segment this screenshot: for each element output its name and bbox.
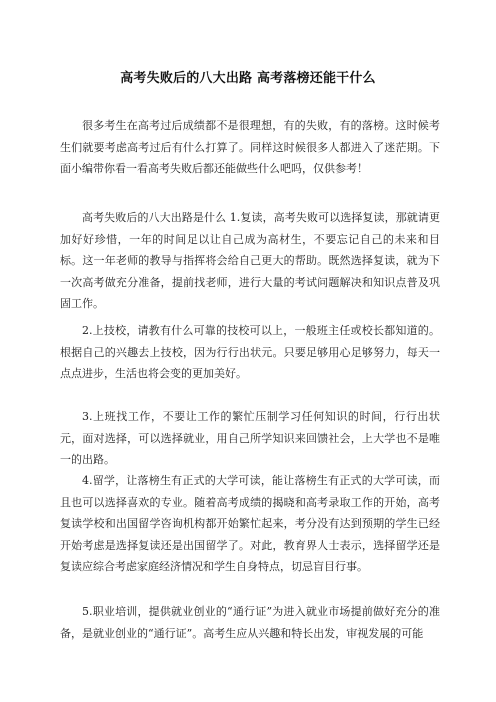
page-title: 高考失败后的八大出路 高考落榜还能干什么 (120, 71, 376, 86)
intro-paragraph: 很多考生在高考过后成绩都不是很理想，有的失败，有的落榜。这时候考生们就要考虑高考过后有什么打算了。同样这时候很多人都进入了迷茫期。下面小编带你看一看高考失败后都还能做些什么吧吗，仅供参考！ (60, 119, 440, 175)
paragraph-option-5-vocational-training: 5.职业培训，提供就业创业的“通行证”为进入就业市场提前做好充分的准备，是就业创业的“通行证”。高考生应从兴趣和特长出发，审视发展的可能 (60, 605, 440, 640)
paragraph-option-1-repeat: 高考失败后的八大出路是什么 1.复读，高考失败可以选择复读，那就请更加好好珍惜，一年的时间足以让自己成为高材生，不要忘记自己的未来和目标。这一年老师的教导与指挥将会给自己更大的帮助。既然选择复读，就为下一次高考做充分准备，提前找老师，进行大量的考试问题解决和知识点普及巩固工作。 (60, 211, 440, 310)
paragraph-option-3-find-job: 3.上班找工作，不要让工作的繁忙压制学习任何知识的时间，行行出状元，面对选择，可以选择就业，用自己所学知识来回馈社会，上大学也不是唯一的出路。 (60, 410, 440, 466)
paragraph-option-4-study-abroad: 4.留学，让落榜生有正式的大学可读，能让落榜生有正式的大学可读，而且也可以选择喜欢的专业。随着高考成绩的揭晓和高考录取工作的开始，高考复读学校和出国留学咨询机构都开始繁忙起来，考分没有达到预期的学生已经开始考虑是选择复读还是出国留学了。对此，教育界人士表示，选择留学还是复读应综合考虑家庭经济情况和学生自身特点，切忌盲目行事。 (60, 474, 440, 573)
paragraph-option-2-vocational-school: 2.上技校，请教有什么可靠的技校可以上，一般班主任或校长都知道的。根据自己的兴趣去上技校，因为行行出状元。只要足够用心足够努力，每天一点点进步，生活也将会变的更加美好。 (60, 324, 440, 380)
